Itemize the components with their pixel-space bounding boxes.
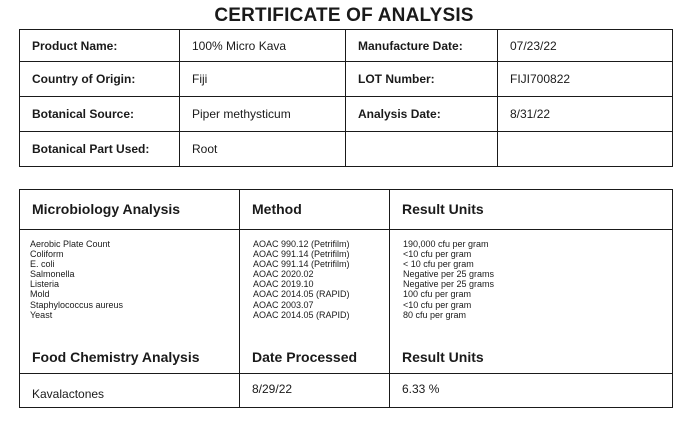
product-name-value: 100% Micro Kava bbox=[180, 30, 346, 62]
micro-test: Aerobic Plate Count bbox=[30, 239, 111, 249]
micro-method: AOAC 2014.05 (RAPID) bbox=[253, 309, 350, 320]
info-row bbox=[20, 62, 673, 97]
micro-test: E. coli bbox=[30, 259, 55, 270]
micro-test: Listeria bbox=[30, 279, 60, 290]
micro-result-list bbox=[390, 230, 673, 342]
micro-test: Coliform bbox=[30, 249, 64, 260]
micro-result: 190,000 cfu per gram bbox=[403, 239, 489, 249]
document-title: CERTIFICATE OF ANALYSIS bbox=[214, 5, 474, 26]
lot-number-value: FIJI700822 bbox=[498, 62, 673, 97]
botanical-part-label: Botanical Part Used: bbox=[20, 132, 180, 167]
chem-date: 8/29/22 bbox=[240, 374, 390, 408]
info-row bbox=[20, 132, 673, 167]
chem-test: Kavalactones bbox=[20, 374, 240, 408]
micro-result: <10 cfu per gram bbox=[403, 299, 472, 310]
chem-result: 6.33 % bbox=[390, 374, 673, 408]
analysis-table bbox=[19, 189, 673, 408]
micro-result: Negative per 25 grams bbox=[403, 269, 495, 280]
micro-header-result: Result Units bbox=[390, 190, 673, 230]
info-row bbox=[20, 30, 673, 62]
micro-test: Yeast bbox=[30, 309, 53, 320]
micro-method: AOAC 991.14 (Petrifilm) bbox=[253, 259, 350, 270]
micro-header-method: Method bbox=[240, 190, 390, 230]
micro-method: AOAC 2019.10 bbox=[253, 279, 314, 290]
analysis-date-label: Analysis Date: bbox=[346, 97, 498, 132]
botanical-source-label: Botanical Source: bbox=[20, 97, 180, 132]
micro-method: AOAC 990.12 (Petrifilm) bbox=[253, 239, 350, 249]
micro-header-test: Microbiology Analysis bbox=[20, 190, 240, 230]
micro-result: < 10 cfu per gram bbox=[403, 259, 474, 270]
micro-method: AOAC 2014.05 (RAPID) bbox=[253, 289, 350, 300]
micro-test: Mold bbox=[30, 289, 50, 300]
country-value: Fiji bbox=[180, 62, 346, 97]
empty-cell bbox=[346, 132, 498, 167]
lot-number-label: LOT Number: bbox=[346, 62, 498, 97]
product-name-label: Product Name: bbox=[20, 30, 180, 62]
chem-header-date: Date Processed bbox=[240, 342, 390, 374]
country-label: Country of Origin: bbox=[20, 62, 180, 97]
manufacture-date-value: 07/23/22 bbox=[498, 30, 673, 62]
empty-cell bbox=[498, 132, 673, 167]
micro-result: 80 cfu per gram bbox=[403, 309, 467, 320]
analysis-date-value: 8/31/22 bbox=[498, 97, 673, 132]
botanical-source-value: Piper methysticum bbox=[180, 97, 346, 132]
chem-header-result: Result Units bbox=[390, 342, 673, 374]
micro-method: AOAC 2020.02 bbox=[253, 269, 314, 280]
botanical-part-value: Root bbox=[180, 132, 346, 167]
micro-test-list bbox=[20, 230, 240, 342]
micro-test: Salmonella bbox=[30, 269, 75, 280]
micro-method: AOAC 2003.07 bbox=[253, 299, 314, 310]
chem-header-test: Food Chemistry Analysis bbox=[20, 342, 240, 374]
micro-result: Negative per 25 grams bbox=[403, 279, 495, 290]
micro-results-row bbox=[20, 230, 673, 342]
micro-result: 100 cfu per gram bbox=[403, 289, 472, 300]
chem-result-row bbox=[20, 374, 673, 408]
micro-method-list bbox=[240, 230, 390, 342]
micro-test: Staphylococcus aureus bbox=[30, 299, 124, 310]
product-info-table bbox=[19, 29, 673, 167]
micro-result: <10 cfu per gram bbox=[403, 249, 472, 260]
info-row bbox=[20, 97, 673, 132]
manufacture-date-label: Manufacture Date: bbox=[346, 30, 498, 62]
micro-method: AOAC 991.14 (Petrifilm) bbox=[253, 249, 350, 260]
micro-header-row bbox=[20, 190, 673, 230]
chem-header-row bbox=[20, 342, 673, 374]
